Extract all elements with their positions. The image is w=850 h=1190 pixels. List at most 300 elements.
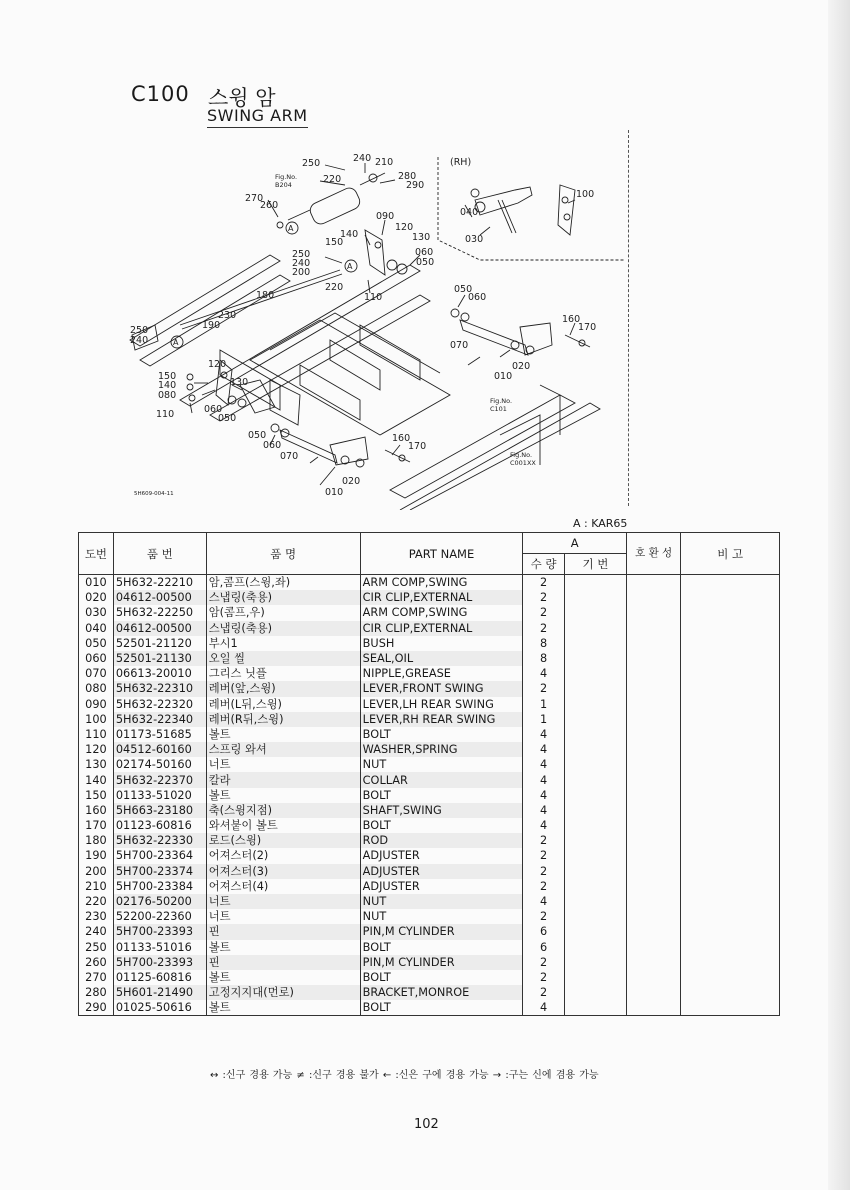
part-name-english: BOLT	[360, 818, 523, 833]
svg-text:250: 250	[302, 158, 321, 169]
part-name-english: ROD	[360, 833, 523, 848]
serial-number-cell	[564, 712, 626, 727]
svg-text:C001XX: C001XX	[510, 459, 536, 467]
compatibility-cell	[627, 772, 681, 787]
header-part-no: 품 번	[113, 533, 206, 575]
part-name-english: ARM COMP,SWING	[360, 575, 523, 591]
compatibility-cell	[627, 955, 681, 970]
part-name-english: WASHER,SPRING	[360, 742, 523, 757]
serial-number-cell	[564, 788, 626, 803]
section-title-korean: 스윙 암	[208, 86, 276, 110]
part-quantity: 2	[523, 909, 565, 924]
svg-text:010: 010	[325, 487, 344, 498]
part-quantity: 4	[523, 666, 565, 681]
serial-number-cell	[564, 940, 626, 955]
svg-text:B204: B204	[275, 181, 292, 189]
remarks-cell	[681, 681, 780, 696]
part-ref-no: 070	[79, 666, 114, 681]
svg-text:190: 190	[202, 320, 221, 331]
part-quantity: 4	[523, 788, 565, 803]
part-name-english: NUT	[360, 757, 523, 772]
serial-number-cell	[564, 985, 626, 1000]
part-name-korean: 스냅링(축용)	[206, 590, 360, 605]
part-name-english: CIR CLIP,EXTERNAL	[360, 621, 523, 636]
part-ref-no: 280	[79, 985, 114, 1000]
part-number: 01133-51016	[113, 940, 206, 955]
svg-text:Fig.No.: Fig.No.	[490, 397, 513, 405]
svg-text:120: 120	[208, 359, 227, 370]
part-ref-no: 270	[79, 970, 114, 985]
table-row	[79, 864, 780, 879]
remarks-cell	[681, 697, 780, 712]
header-model: A	[523, 533, 627, 554]
parts-table	[78, 532, 780, 1016]
remarks-cell	[681, 605, 780, 620]
part-quantity: 1	[523, 712, 565, 727]
part-ref-no: 020	[79, 590, 114, 605]
part-ref-no: 080	[79, 681, 114, 696]
serial-number-cell	[564, 757, 626, 772]
svg-text:010: 010	[494, 371, 513, 382]
svg-text:290: 290	[406, 180, 425, 191]
part-name-english: PIN,M CYLINDER	[360, 924, 523, 939]
svg-text:060: 060	[263, 440, 282, 451]
part-name-korean: 레버(앞,스윙)	[206, 681, 360, 696]
svg-text:240: 240	[130, 335, 149, 346]
svg-text:110: 110	[364, 292, 383, 303]
remarks-cell	[681, 788, 780, 803]
compatibility-cell	[627, 818, 681, 833]
compatibility-cell	[627, 742, 681, 757]
part-name-english: NUT	[360, 909, 523, 924]
serial-number-cell	[564, 666, 626, 681]
part-name-korean: 너트	[206, 909, 360, 924]
table-row	[79, 985, 780, 1000]
serial-number-cell	[564, 833, 626, 848]
serial-number-cell	[564, 924, 626, 939]
part-quantity: 4	[523, 772, 565, 787]
part-quantity: 8	[523, 636, 565, 651]
table-row	[79, 575, 780, 591]
svg-text:220: 220	[325, 282, 344, 293]
remarks-cell	[681, 575, 780, 591]
svg-text:Fig.No.: Fig.No.	[510, 451, 533, 459]
part-name-english: BOLT	[360, 1000, 523, 1016]
svg-text:130: 130	[230, 377, 249, 388]
compatibility-cell	[627, 727, 681, 742]
part-ref-no: 150	[79, 788, 114, 803]
part-ref-no: 250	[79, 940, 114, 955]
table-row	[79, 894, 780, 909]
part-name-korean: 레버(L뒤,스윙)	[206, 697, 360, 712]
header-base: 기 번	[564, 554, 626, 575]
remarks-cell	[681, 712, 780, 727]
remarks-cell	[681, 833, 780, 848]
serial-number-cell	[564, 742, 626, 757]
part-name-english: BUSH	[360, 636, 523, 651]
page-number: 102	[414, 1117, 439, 1132]
part-number: 04612-00500	[113, 621, 206, 636]
part-ref-no: 220	[79, 894, 114, 909]
compatibility-cell	[627, 1000, 681, 1016]
serial-number-cell	[564, 575, 626, 591]
serial-number-cell	[564, 590, 626, 605]
part-name-korean: 암,콤프(스윙,좌)	[206, 575, 360, 591]
part-number: 5H663-23180	[113, 803, 206, 818]
compatibility-cell	[627, 757, 681, 772]
remarks-cell	[681, 970, 780, 985]
compatibility-cell	[627, 848, 681, 863]
part-ref-no: 060	[79, 651, 114, 666]
table-row	[79, 833, 780, 848]
svg-text:170: 170	[408, 441, 427, 452]
remarks-cell	[681, 621, 780, 636]
part-number: 01025-50616	[113, 1000, 206, 1016]
part-quantity: 2	[523, 955, 565, 970]
svg-text:090: 090	[376, 211, 395, 222]
remarks-cell	[681, 590, 780, 605]
compatibility-cell	[627, 712, 681, 727]
part-quantity: 4	[523, 818, 565, 833]
compatibility-cell	[627, 651, 681, 666]
serial-number-cell	[564, 681, 626, 696]
remarks-cell	[681, 864, 780, 879]
svg-text:060: 060	[415, 247, 434, 258]
part-name-english: CIR CLIP,EXTERNAL	[360, 590, 523, 605]
model-note: A : KAR65	[573, 517, 628, 530]
table-row	[79, 697, 780, 712]
part-quantity: 2	[523, 864, 565, 879]
serial-number-cell	[564, 894, 626, 909]
part-name-korean: 어져스터(4)	[206, 879, 360, 894]
exploded-parts-diagram	[120, 145, 625, 510]
table-row	[79, 742, 780, 757]
svg-text:100: 100	[576, 189, 595, 200]
svg-text:070: 070	[280, 451, 299, 462]
part-name-english: LEVER,RH REAR SWING	[360, 712, 523, 727]
part-name-korean: 스냅링(축용)	[206, 621, 360, 636]
part-name-english: COLLAR	[360, 772, 523, 787]
compatibility-cell	[627, 575, 681, 591]
part-number: 5H632-22340	[113, 712, 206, 727]
part-name-korean: 고정지지대(먼로)	[206, 985, 360, 1000]
header-qty: 수 량	[523, 554, 565, 575]
header-compat: 호 환 성	[627, 533, 681, 575]
table-row	[79, 879, 780, 894]
part-name-english: ADJUSTER	[360, 864, 523, 879]
compatibility-cell	[627, 697, 681, 712]
table-row	[79, 621, 780, 636]
part-ref-no: 100	[79, 712, 114, 727]
svg-text:050: 050	[248, 430, 267, 441]
compatibility-cell	[627, 924, 681, 939]
part-number: 5H632-22330	[113, 833, 206, 848]
table-row	[79, 788, 780, 803]
part-ref-no: 140	[79, 772, 114, 787]
header-no: 도번	[79, 533, 114, 575]
svg-text:240: 240	[292, 258, 311, 269]
part-number: 06613-20010	[113, 666, 206, 681]
svg-text:280: 280	[398, 171, 417, 182]
table-row	[79, 590, 780, 605]
part-number: 04512-60160	[113, 742, 206, 757]
svg-text:110: 110	[156, 409, 175, 420]
part-ref-no: 090	[79, 697, 114, 712]
svg-text:170: 170	[578, 322, 597, 333]
table-row	[79, 666, 780, 681]
part-name-english: NIPPLE,GREASE	[360, 666, 523, 681]
part-ref-no: 260	[79, 955, 114, 970]
svg-text:(RH): (RH)	[450, 157, 472, 168]
compatibility-cell	[627, 590, 681, 605]
svg-text:220: 220	[323, 174, 342, 185]
svg-text:030: 030	[465, 234, 484, 245]
part-quantity: 6	[523, 924, 565, 939]
svg-text:060: 060	[468, 292, 487, 303]
part-ref-no: 240	[79, 924, 114, 939]
part-ref-no: 130	[79, 757, 114, 772]
remarks-cell	[681, 803, 780, 818]
part-quantity: 4	[523, 894, 565, 909]
svg-text:A: A	[347, 262, 353, 271]
remarks-cell	[681, 666, 780, 681]
part-quantity: 4	[523, 803, 565, 818]
compatibility-cell	[627, 864, 681, 879]
part-number: 5H700-23364	[113, 848, 206, 863]
page-edge-shadow	[828, 0, 850, 1190]
remarks-cell	[681, 727, 780, 742]
header-note: 비 고	[681, 533, 780, 575]
svg-text:160: 160	[392, 433, 411, 444]
part-quantity: 2	[523, 575, 565, 591]
svg-text:250: 250	[130, 325, 149, 336]
part-ref-no: 010	[79, 575, 114, 591]
compatibility-cell	[627, 894, 681, 909]
serial-number-cell	[564, 621, 626, 636]
part-quantity: 2	[523, 621, 565, 636]
svg-text:C101: C101	[490, 405, 507, 413]
serial-number-cell	[564, 955, 626, 970]
part-number: 5H700-23384	[113, 879, 206, 894]
compatibility-cell	[627, 636, 681, 651]
part-ref-no: 170	[79, 818, 114, 833]
remarks-cell	[681, 636, 780, 651]
part-number: 01133-51020	[113, 788, 206, 803]
svg-text:040: 040	[460, 207, 479, 218]
part-quantity: 2	[523, 985, 565, 1000]
part-number: 01123-60816	[113, 818, 206, 833]
part-number: 04612-00500	[113, 590, 206, 605]
parts-table-body	[79, 575, 780, 1016]
part-number: 01125-60816	[113, 970, 206, 985]
part-quantity: 6	[523, 940, 565, 955]
part-number: 5H632-22310	[113, 681, 206, 696]
table-row	[79, 940, 780, 955]
remarks-cell	[681, 894, 780, 909]
compatibility-cell	[627, 605, 681, 620]
serial-number-cell	[564, 605, 626, 620]
serial-number-cell	[564, 848, 626, 863]
compatibility-cell	[627, 940, 681, 955]
table-row	[79, 803, 780, 818]
part-number: 5H632-22210	[113, 575, 206, 591]
table-row	[79, 605, 780, 620]
part-name-english: LEVER,LH REAR SWING	[360, 697, 523, 712]
part-number: 5H601-21490	[113, 985, 206, 1000]
part-name-korean: 핀	[206, 955, 360, 970]
svg-text:140: 140	[340, 229, 359, 240]
part-quantity: 2	[523, 681, 565, 696]
svg-text:210: 210	[375, 157, 394, 168]
serial-number-cell	[564, 697, 626, 712]
part-number: 02174-50160	[113, 757, 206, 772]
section-code: C100	[131, 82, 190, 106]
remarks-cell	[681, 818, 780, 833]
part-number: 5H700-23393	[113, 955, 206, 970]
part-name-english: BOLT	[360, 970, 523, 985]
part-name-english: ADJUSTER	[360, 879, 523, 894]
serial-number-cell	[564, 651, 626, 666]
part-number: 52501-21130	[113, 651, 206, 666]
svg-text:230: 230	[218, 310, 237, 321]
remarks-cell	[681, 848, 780, 863]
part-number: 5H632-22370	[113, 772, 206, 787]
part-ref-no: 180	[79, 833, 114, 848]
serial-number-cell	[564, 970, 626, 985]
part-quantity: 2	[523, 879, 565, 894]
part-ref-no: 230	[79, 909, 114, 924]
table-row	[79, 818, 780, 833]
remarks-cell	[681, 909, 780, 924]
diagram-divider	[628, 130, 629, 506]
part-name-korean: 로드(스윙)	[206, 833, 360, 848]
serial-number-cell	[564, 909, 626, 924]
svg-text:160: 160	[562, 314, 581, 325]
compatibility-cell	[627, 879, 681, 894]
svg-text:240: 240	[353, 153, 372, 164]
part-number: 5H632-22320	[113, 697, 206, 712]
table-row	[79, 757, 780, 772]
compatibility-cell	[627, 621, 681, 636]
part-quantity: 1	[523, 697, 565, 712]
remarks-cell	[681, 924, 780, 939]
svg-text:050: 050	[218, 413, 237, 424]
table-row	[79, 848, 780, 863]
svg-text:Fig.No.: Fig.No.	[275, 173, 298, 181]
table-row	[79, 924, 780, 939]
serial-number-cell	[564, 772, 626, 787]
part-name-english: SHAFT,SWING	[360, 803, 523, 818]
part-name-english: ARM COMP,SWING	[360, 605, 523, 620]
part-quantity: 2	[523, 590, 565, 605]
part-quantity: 4	[523, 742, 565, 757]
header-name-en: PART NAME	[360, 533, 523, 575]
part-ref-no: 120	[79, 742, 114, 757]
part-ref-no: 200	[79, 864, 114, 879]
part-name-korean: 어져스터(3)	[206, 864, 360, 879]
part-quantity: 2	[523, 605, 565, 620]
part-name-korean: 와셔붙이 볼트	[206, 818, 360, 833]
svg-text:A: A	[173, 338, 179, 347]
part-number: 5H700-23393	[113, 924, 206, 939]
svg-text:180: 180	[256, 290, 275, 301]
svg-text:A: A	[288, 224, 294, 233]
compatibility-cell	[627, 985, 681, 1000]
serial-number-cell	[564, 1000, 626, 1016]
svg-text:060: 060	[204, 404, 223, 415]
part-name-korean: 오일 씰	[206, 651, 360, 666]
remarks-cell	[681, 742, 780, 757]
part-ref-no: 160	[79, 803, 114, 818]
part-ref-no: 190	[79, 848, 114, 863]
part-name-korean: 핀	[206, 924, 360, 939]
table-row	[79, 681, 780, 696]
serial-number-cell	[564, 818, 626, 833]
part-name-korean: 레버(R뒤,스윙)	[206, 712, 360, 727]
part-name-english: ADJUSTER	[360, 848, 523, 863]
svg-text:140: 140	[158, 380, 177, 391]
table-row	[79, 712, 780, 727]
part-name-korean: 칼라	[206, 772, 360, 787]
part-name-korean: 그리스 닛플	[206, 666, 360, 681]
svg-text:250: 250	[292, 249, 311, 260]
serial-number-cell	[564, 879, 626, 894]
part-number: 52501-21120	[113, 636, 206, 651]
compatibility-cell	[627, 681, 681, 696]
header-name-ko: 품 명	[206, 533, 360, 575]
part-name-korean: 암(콤프,우)	[206, 605, 360, 620]
compatibility-cell	[627, 970, 681, 985]
part-name-korean: 축(스윙지점)	[206, 803, 360, 818]
part-number: 52200-22360	[113, 909, 206, 924]
part-name-korean: 스프링 와셔	[206, 742, 360, 757]
part-quantity: 2	[523, 970, 565, 985]
table-row	[79, 727, 780, 742]
compatibility-cell	[627, 909, 681, 924]
part-name-english: SEAL,OIL	[360, 651, 523, 666]
part-name-korean: 볼트	[206, 788, 360, 803]
svg-text:020: 020	[512, 361, 531, 372]
svg-text:260: 260	[260, 200, 279, 211]
part-quantity: 4	[523, 727, 565, 742]
remarks-cell	[681, 757, 780, 772]
remarks-cell	[681, 1000, 780, 1016]
part-name-korean: 볼트	[206, 727, 360, 742]
svg-text:050: 050	[416, 257, 435, 268]
table-row	[79, 651, 780, 666]
part-number: 5H700-23374	[113, 864, 206, 879]
part-name-korean: 너트	[206, 757, 360, 772]
svg-text:070: 070	[450, 340, 469, 351]
remarks-cell	[681, 985, 780, 1000]
part-name-english: BRACKET,MONROE	[360, 985, 523, 1000]
part-name-korean: 볼트	[206, 970, 360, 985]
compatibility-cell	[627, 788, 681, 803]
part-name-korean: 부시1	[206, 636, 360, 651]
svg-text:020: 020	[342, 476, 361, 487]
part-name-english: PIN,M CYLINDER	[360, 955, 523, 970]
part-quantity: 2	[523, 833, 565, 848]
table-row	[79, 970, 780, 985]
part-ref-no: 040	[79, 621, 114, 636]
part-quantity: 4	[523, 1000, 565, 1016]
remarks-cell	[681, 940, 780, 955]
svg-text:150: 150	[158, 371, 177, 382]
part-quantity: 2	[523, 848, 565, 863]
remarks-cell	[681, 879, 780, 894]
part-name-korean: 볼트	[206, 940, 360, 955]
svg-text:150: 150	[325, 237, 344, 248]
